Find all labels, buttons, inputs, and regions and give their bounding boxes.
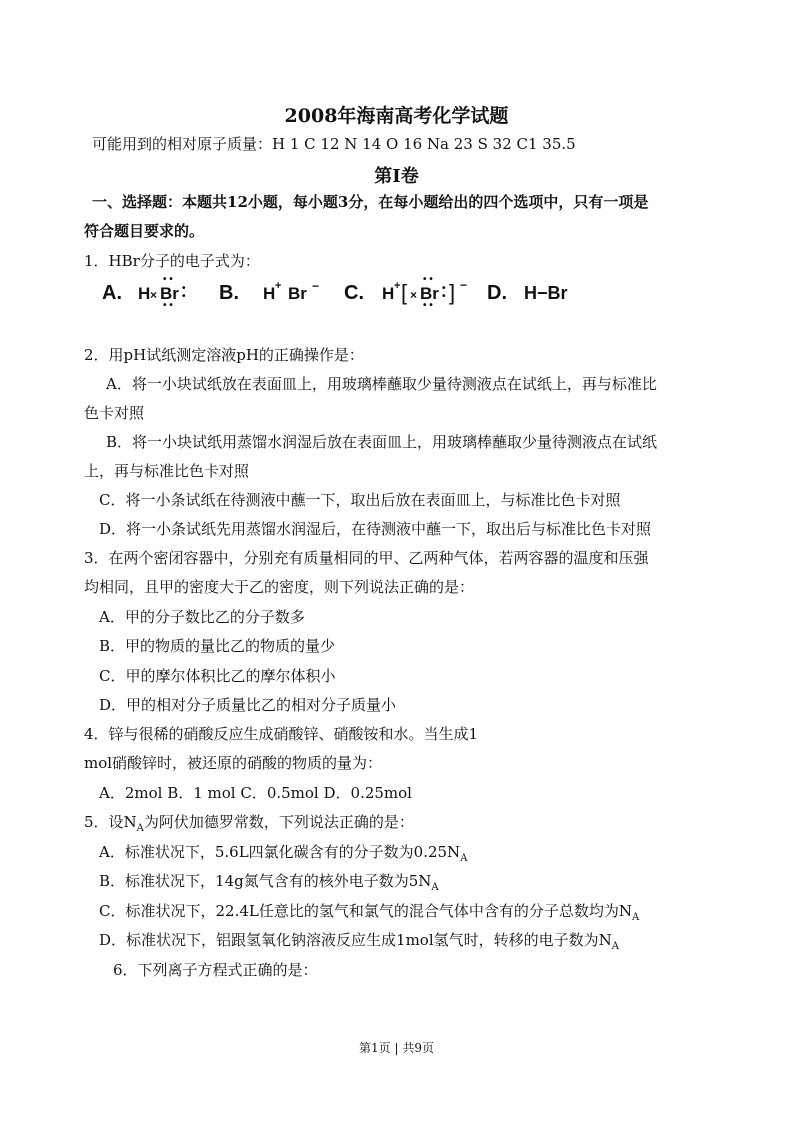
q6-stem: 6．下列离子方程式正确的是： — [113, 961, 318, 979]
q5-option-b — [99, 871, 439, 891]
q1-option-d-label: D. — [487, 282, 507, 304]
q1-stem: 1．HBr分子的电子式为： — [84, 252, 260, 270]
electron-dots-bottom: • • — [423, 300, 433, 311]
bracket-left: [ — [401, 280, 408, 305]
volume-heading: 第I卷 — [374, 166, 419, 187]
q5-option-d — [99, 930, 619, 950]
q2-option-b-line-1: B．将一小块试纸用蒸馏水润湿后放在表面皿上，用玻璃棒蘸取少量待测液点在试纸 — [106, 433, 658, 451]
q3-stem-line-2: 均相同，且甲的密度大于乙的密度，则下列说法正确的是： — [84, 578, 475, 596]
q2-option-b-line-2: 上，再与标准比色卡对照 — [84, 462, 250, 480]
q2-stem: 2．用pH试纸测定溶液pH的正确操作是： — [84, 346, 364, 364]
q2-option-c: C．将一小条试纸在待测液中蘸一下，取出后放在表面皿上，与标准比色卡对照 — [99, 491, 621, 509]
electron-dots-right-1: • — [182, 283, 186, 294]
q1-option-b-plus: + — [275, 280, 282, 292]
electron-dots-top: • • — [423, 274, 433, 285]
bracket-right: ] — [449, 280, 456, 305]
q5-stem-suffix: 为阿伏加德罗常数，下列说法正确的是： — [143, 813, 414, 831]
q1-option-c-minus: − — [460, 278, 468, 292]
q1-option-b-br: Br — [288, 284, 307, 303]
q1-option-c-label: C. — [344, 282, 364, 304]
page-footer: 第1页 | 共9页 — [359, 1041, 434, 1055]
q5-option-c — [99, 901, 639, 921]
q1-option-d-formula: H−Br — [524, 283, 568, 303]
electron-dots-top: • • — [163, 274, 173, 285]
q1-option-a-cross: × — [150, 288, 158, 302]
q4-stem-line-2: mol硝酸锌时，被还原的硝酸的物质的量为： — [84, 754, 383, 772]
q5-option-b-text: B．标准状况下，14g氮气含有的核外电子数为5N — [99, 872, 432, 890]
q4-stem-line-1: 4．锌与很稀的硝酸反应生成硝酸锌、硝酸铵和水。当生成1 — [84, 725, 479, 743]
q5-option-c-text: C．标准状况下，22.4L任意比的氢气和氯气的混合气体中含有的分子总数均为N — [99, 902, 632, 920]
q1-option-c-cross: × — [410, 288, 418, 302]
q5-option-d-text: D．标准状况下，铝跟氢氧化钠溶液反应生成1mol氢气时，转移的电子数为N — [99, 931, 612, 949]
q1-option-a-br: Br — [160, 284, 179, 303]
q1-option-a-label: A. — [102, 282, 122, 304]
electron-dots-bottom: • • — [163, 300, 173, 311]
q3-option-d: D．甲的相对分子质量比乙的相对分子质量小 — [99, 696, 397, 714]
q5-option-c-subscript: A — [631, 912, 640, 923]
q5-option-b-subscript: A — [431, 882, 439, 893]
q2-option-d: D．将一小条试纸先用蒸馏水润湿后，在待测液中蘸一下，取出后与标准比色卡对照 — [99, 520, 652, 538]
q1-option-c-h: H — [382, 284, 395, 303]
q3-option-a: A．甲的分子数比乙的分子数多 — [99, 608, 305, 626]
q5-option-d-subscript: A — [611, 941, 619, 952]
electron-dots-right-2: • — [182, 291, 186, 302]
electron-dots-right-2: • — [442, 291, 446, 302]
q4-options: A．2mol B．1 mol C．0.5mol D．0.25mol — [99, 784, 412, 802]
q5-option-a-subscript: A — [460, 853, 468, 864]
section-heading-line-2: 符合题目要求的。 — [84, 222, 205, 240]
q2-option-a-line-2: 色卡对照 — [84, 404, 145, 422]
q1-option-b-h: H — [263, 284, 276, 303]
q5-option-a — [99, 842, 467, 862]
q5-stem-prefix: 5．设N — [84, 813, 137, 831]
q5-stem — [84, 812, 414, 832]
q1-option-a-h: H — [138, 284, 151, 303]
q1-option-b-label: B. — [219, 282, 239, 304]
q2-option-a-line-1: A．将一小块试纸放在表面皿上，用玻璃棒蘸取少量待测液点在试纸上，再与标准比 — [106, 375, 657, 393]
q3-option-c: C．甲的摩尔体积比乙的摩尔体积小 — [99, 667, 336, 685]
atomic-masses-line: 可能用到的相对原子质量：H 1 C 12 N 14 O 16 Na 23 S 32 C1 35.5 — [92, 135, 576, 153]
q3-stem-line-1: 3．在两个密闭容器中，分别充有质量相同的甲、乙两种气体，若两容器的温度和压强 — [84, 549, 649, 567]
q5-option-a-text: A．标准状况下，5.6L四氯化碳含有的分子数为0.25N — [99, 843, 461, 861]
q1-option-c-plus: + — [394, 280, 401, 292]
q1-option-b-minus: − — [312, 279, 320, 293]
electron-dots-right-1: • — [442, 283, 446, 294]
page-title: 2008年海南高考化学试题 — [284, 105, 509, 127]
section-heading-line-1: 一、选择题：本题共12小题，每小题3分，在每小题给出的四个选项中，只有一项是 — [92, 193, 649, 211]
q3-option-b: B．甲的物质的量比乙的物质的量少 — [99, 637, 336, 655]
q1-option-c-br: Br — [420, 284, 439, 303]
q5-stem-subscript: A — [136, 823, 144, 834]
